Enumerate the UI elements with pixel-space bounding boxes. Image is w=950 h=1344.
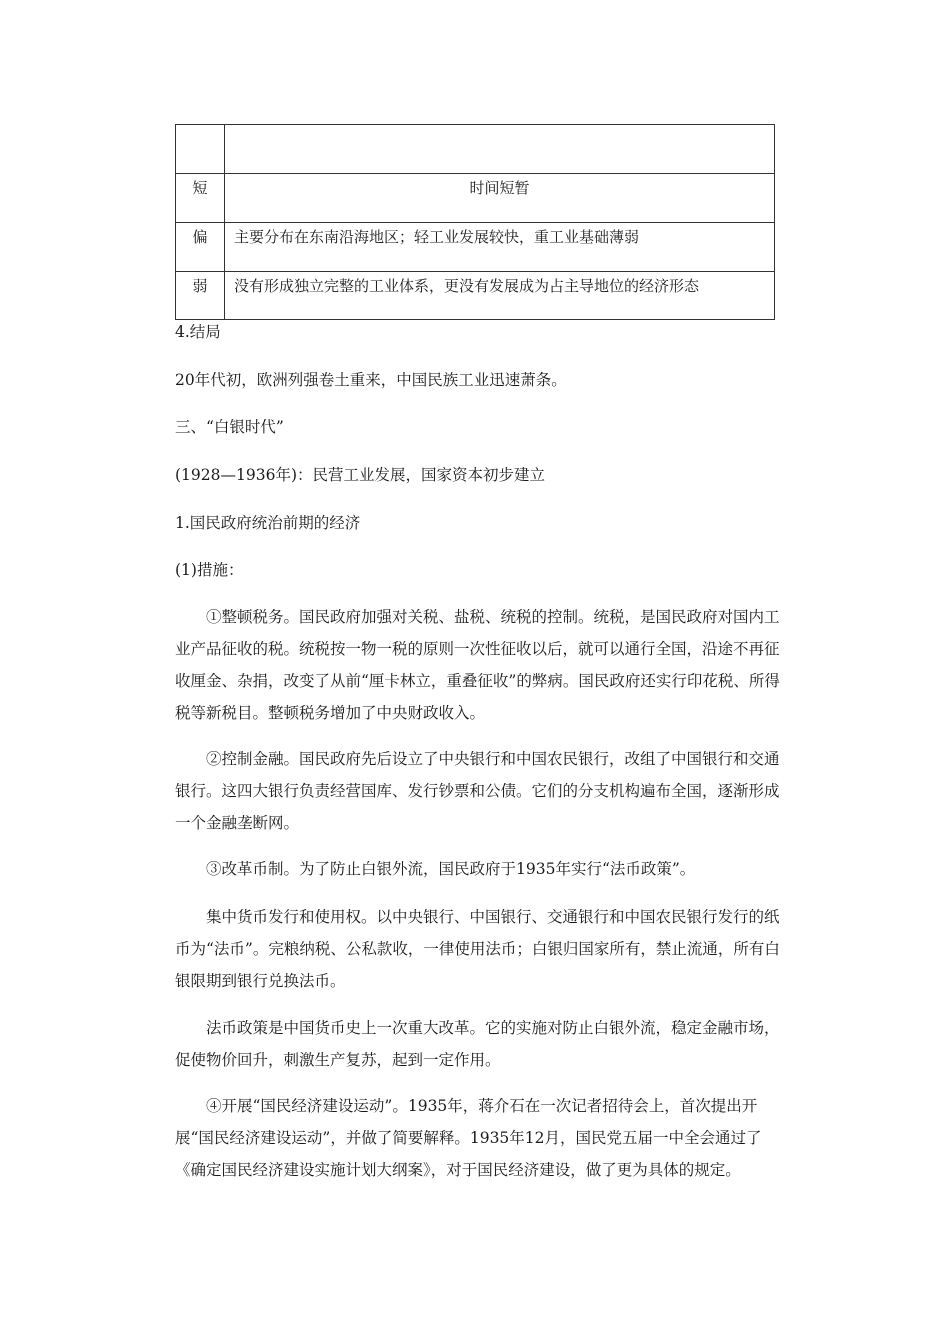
paragraph-policy-effect: 法币政策是中国货币史上一次重大改革。它的实施对防止白银外流，稳定金融市场，促使物价回升，刺激生产复苏，起到一定作用。 — [175, 1019, 780, 1069]
table-key-cell — [176, 125, 225, 174]
table-key-cell — [176, 223, 225, 272]
cell-text — [234, 125, 774, 129]
cell-text: 弱 — [192, 277, 208, 295]
table-row — [176, 223, 775, 272]
cell-text: 没有形成独立完整的工业体系，更没有发展成为占主导地位的经济形态 — [234, 277, 700, 295]
paragraph-tax: ①整顿税务。国民政府加强对关税、盐税、统税的控制。统税，是国民政府对国内工业产品征收的税。统税按一物一税的原则一次性征收以后，就可以通行全国，沿途不再征收厘金、杂捐，改变了从前“厘卡林立，重叠征收”的弊病。国民政府还实行印花税、所得税等新税目。整顿税务增加了中央财政收入。 — [175, 608, 780, 722]
cell-text: 短 — [192, 179, 208, 197]
cell-text: 主要分布在东南沿海地区；轻工业发展较快，重工业基础薄弱 — [234, 228, 640, 246]
table-row — [176, 125, 775, 174]
measures-heading: (1)措施： — [175, 561, 244, 579]
paragraph-result: 20年代初，欧洲列强卷土重来，中国民族工业迅速萧条。 — [175, 371, 567, 389]
table-value-cell — [225, 125, 775, 174]
table-row — [176, 272, 775, 320]
table-value-cell — [225, 223, 775, 272]
table-value-cell — [225, 174, 775, 223]
cell-text: 偏 — [192, 228, 208, 246]
paragraph-finance: ②控制金融。国民政府先后设立了中央银行和中国农民银行，改组了中国银行和交通银行。这四大银行负责经营国库、发行钞票和公债。它们的分支机构遍布全国，逐渐形成一个金融垄断网。 — [175, 750, 780, 832]
cell-text — [176, 125, 224, 129]
heading-result: 4.结局 — [175, 323, 221, 341]
summary-table — [175, 124, 775, 320]
period-text: (1928—1936年)：民营工业发展，国家资本初步建立 — [175, 466, 545, 484]
paragraph-construction: ④开展“国民经济建设运动”。1935年，蒋介石在一次记者招待会上，首次提出开展“国民经济建设运动”，并做了简要解释。1935年12月，国民党五届一中全会通过了《确定国民经济建设实施计划大纲案》，对于国民经济建设，做了更为具体的规定。 — [175, 1097, 762, 1179]
paragraph-issuance: 集中货币发行和使用权。以中央银行、中国银行、交通银行和中国农民银行发行的纸币为“法币”。完粮纳税、公私款收，一律使用法币；白银归国家所有，禁止流通，所有白银限期到银行兑换法币。 — [175, 908, 780, 990]
subsection-heading: 1.国民政府统治前期的经济 — [175, 514, 361, 532]
cell-text: 时间短暂 — [469, 179, 530, 197]
table-row — [176, 174, 775, 223]
table-key-cell — [176, 272, 225, 320]
table-key-cell — [176, 174, 225, 223]
paragraph-currency: ③改革币制。为了防止白银外流，国民政府于1935年实行“法币政策”。 — [206, 860, 696, 878]
section-heading: 三、“白银时代” — [175, 418, 284, 436]
table-value-cell — [225, 272, 775, 320]
